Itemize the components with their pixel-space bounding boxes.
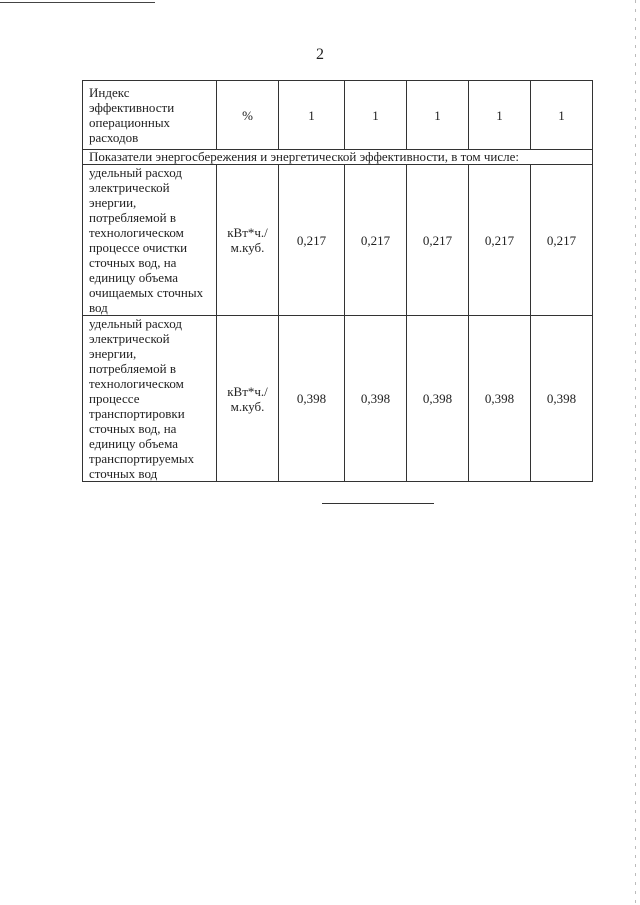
indicator-value: 1: [469, 81, 531, 150]
indicator-unit: кВт*ч./м.куб.: [217, 316, 279, 482]
page-number: 2: [316, 46, 324, 63]
indicator-value: 0,217: [345, 165, 407, 316]
indicator-name: удельный расход электрической энергии, потребляемой в технологическом процессе очистки сточных вод, на единицу объема очищаемых сточных вод: [83, 165, 217, 316]
table-row: [83, 81, 593, 150]
indicator-value: 0,398: [531, 316, 593, 482]
table-section-row: [83, 150, 593, 165]
section-heading: Показатели энергосбережения и энергетической эффективности, в том числе:: [83, 150, 593, 165]
indicator-value: 0,217: [279, 165, 345, 316]
indicator-value: 0,217: [407, 165, 469, 316]
indicator-value: 1: [279, 81, 345, 150]
end-rule: [322, 503, 434, 504]
indicator-value: 0,398: [407, 316, 469, 482]
indicator-value: 0,217: [531, 165, 593, 316]
indicator-name: удельный расход электрической энергии, потребляемой в технологическом процессе транспортировки сточных вод, на единицу объема транспортируемых сточных вод: [83, 316, 217, 482]
indicator-value: 1: [345, 81, 407, 150]
indicator-value: 0,398: [469, 316, 531, 482]
table-row: [83, 316, 593, 482]
indicator-unit: кВт*ч./м.куб.: [217, 165, 279, 316]
top-rule: [0, 2, 155, 3]
indicator-value: 0,398: [345, 316, 407, 482]
indicator-value: 1: [531, 81, 593, 150]
indicator-value: 1: [407, 81, 469, 150]
indicator-unit: %: [217, 81, 279, 150]
indicator-value: 0,217: [469, 165, 531, 316]
indicators-table: [82, 80, 593, 482]
indicator-value: 0,398: [279, 316, 345, 482]
indicator-name: Индекс эффективности операционных расходов: [83, 81, 217, 150]
table-row: [83, 165, 593, 316]
scan-edge: [635, 0, 636, 905]
